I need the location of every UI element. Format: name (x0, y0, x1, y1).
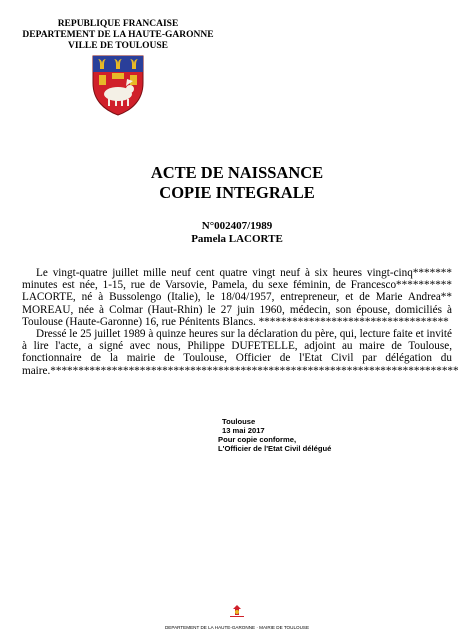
title-line-2: COPIE INTEGRALE (159, 183, 315, 202)
signature-date: 13 mai 2017 (222, 426, 265, 435)
record-reference (0, 220, 474, 246)
record-person-name: Pamela LACORTE (191, 233, 283, 245)
toulouse-footer-logo-icon (221, 604, 253, 624)
body-paragraph-2: Dressé le 25 juillet 1989 à quinze heures sur la déclaration du père, qui, lecture faite et invité à lire l'acte, a signé avec nous, Philippe DUFETELLE, adjoint au maire de Toulouse, fonctionnaire de la mairie de Toulouse, Officier de l'Etat Civil par délégation du maire.************************************************************************* (22, 328, 459, 377)
signature-city: Toulouse (222, 417, 256, 426)
issuing-authority-header (20, 19, 216, 52)
record-number: N°002407/1989 (201, 220, 273, 232)
header-city: VILLE DE TOULOUSE (68, 41, 168, 51)
header-department: DEPARTEMENT DE LA HAUTE-GARONNE (22, 30, 214, 40)
signature-officer: L'Officier de l'Etat Civil délégué (218, 444, 332, 453)
signature-certification: Pour copie conforme, (218, 435, 297, 444)
toulouse-coat-of-arms-icon (86, 53, 150, 117)
header-republic: REPUBLIQUE FRANCAISE (57, 19, 179, 29)
document-title (0, 163, 474, 203)
signature-block (218, 417, 418, 453)
body-paragraph-1: Le vingt-quatre juillet mille neuf cent quatre vingt neuf à six heures vingt-cinq******* minutes est née, 1-15, rue de Varsovie, Pamela, du sexe féminin, de Francesco********** LACORTE, né à Bussolengo (Italie), le 18/04/1957, entrepreneur, et de Marie Andrea** MOREAU, née à Colmar (Haut-Rhin) le 27 juin 1960, médecin, son épouse, domiciliés à Toulouse (Haute-Garonne) 16, rue Pénitents Blancs. ********************************** (22, 267, 452, 328)
title-line-1: ACTE DE NAISSANCE (150, 163, 324, 182)
footer-text: DEPARTEMENT DE LA HAUTE-GARONNE · MAIRIE DE TOULOUSE (164, 625, 310, 630)
record-body (22, 267, 459, 377)
